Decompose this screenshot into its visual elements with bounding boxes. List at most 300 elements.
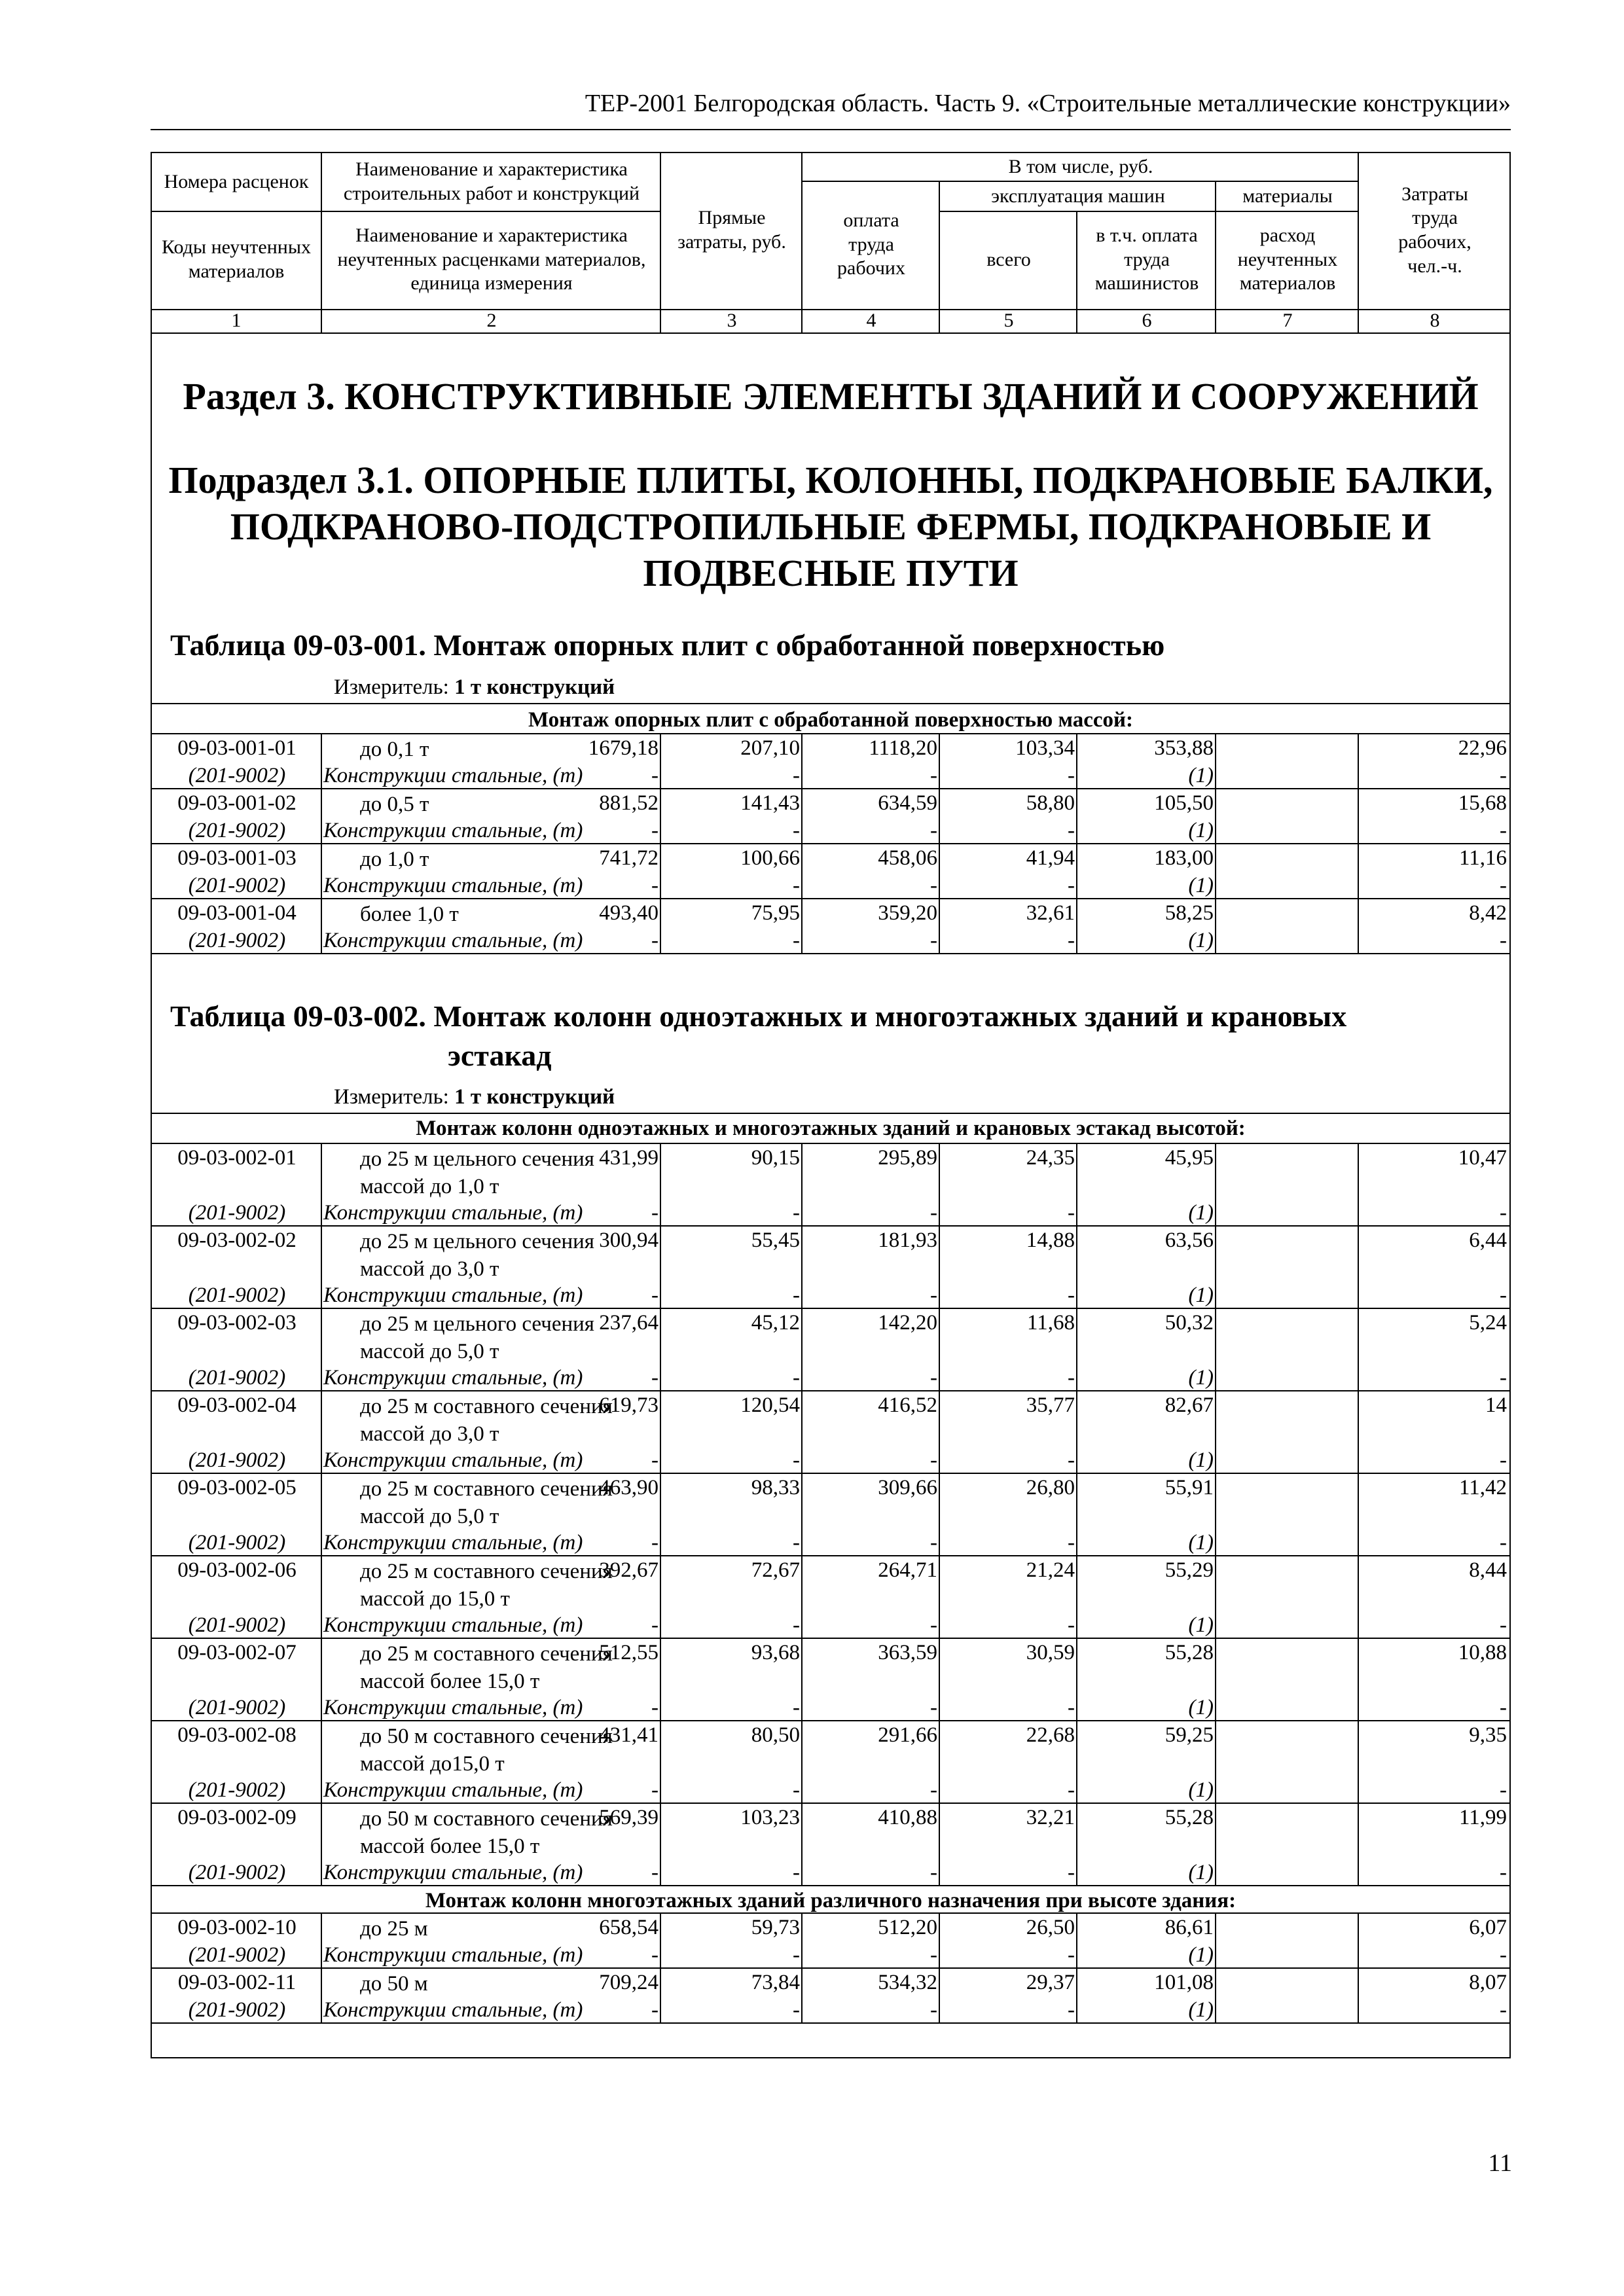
rate-description-text: до 25 м bbox=[360, 1917, 428, 1941]
empty-value-dash: - bbox=[793, 1778, 800, 1802]
rate-description-text: до 50 м составного сечения bbox=[360, 1725, 613, 1748]
header-operator-wages: в т.ч. оплата труда машинистов bbox=[1094, 224, 1199, 295]
rate-description bbox=[327, 1668, 660, 1695]
empty-value-dash: - bbox=[793, 874, 800, 897]
rates-table bbox=[151, 152, 1511, 2058]
cost-hours: 10,47 bbox=[1458, 1146, 1507, 1170]
rate-code: 09-03-002-02 bbox=[177, 1229, 297, 1252]
header-machines-total: всего bbox=[986, 248, 1031, 270]
grid-line bbox=[1215, 1803, 1216, 1885]
material-name: Конструкции стальные, (т) bbox=[323, 1366, 583, 1390]
cost-operators: 26,50 bbox=[1026, 1916, 1075, 1939]
cost-hours: 6,07 bbox=[1469, 1916, 1507, 1939]
table2-title-line-2: эстакад bbox=[448, 1039, 552, 1072]
empty-value-dash: - bbox=[1500, 1696, 1507, 1719]
empty-value-dash: - bbox=[1500, 874, 1507, 897]
cost-labor: 55,45 bbox=[751, 1229, 800, 1252]
empty-value-dash: - bbox=[1068, 1366, 1075, 1390]
grid-line bbox=[1215, 1967, 1216, 2022]
empty-value-dash: - bbox=[651, 1943, 659, 1967]
cost-operators: 32,21 bbox=[1026, 1806, 1075, 1829]
rate-description bbox=[327, 1255, 660, 1283]
cost-direct: 493,40 bbox=[599, 901, 659, 925]
grid-line bbox=[1076, 1390, 1077, 1473]
grid-line bbox=[1358, 1803, 1359, 1885]
material-code: (201-9002) bbox=[188, 1998, 286, 2022]
table2-unit: Измеритель: 1 т конструкций bbox=[334, 1085, 615, 1109]
rate-description-text: массой до 1,0 т bbox=[360, 1175, 499, 1198]
grid-line bbox=[1358, 1912, 1359, 1967]
rate-code: 09-03-002-09 bbox=[177, 1806, 297, 1829]
rate-description-text: массой более 15,0 т bbox=[360, 1670, 540, 1693]
empty-value-dash: - bbox=[930, 1998, 937, 2022]
empty-value-dash: - bbox=[930, 929, 937, 952]
grid-line bbox=[801, 181, 1358, 182]
cost-labor: 80,50 bbox=[751, 1723, 800, 1747]
grid-line bbox=[1215, 1143, 1216, 1225]
empty-value-dash: - bbox=[1500, 819, 1507, 842]
rate-description-text: до 50 м bbox=[360, 1972, 428, 1996]
cost-labor: 59,73 bbox=[751, 1916, 800, 1939]
material-code: (201-9002) bbox=[188, 1283, 286, 1307]
grid-line bbox=[152, 788, 1509, 789]
material-name: Конструкции стальные, (т) bbox=[323, 1861, 583, 1884]
material-quantity: (1) bbox=[1188, 819, 1214, 842]
grid-line bbox=[321, 843, 322, 898]
cost-machines: 534,32 bbox=[878, 1971, 937, 1994]
grid-line bbox=[939, 1143, 940, 1225]
grid-line bbox=[152, 309, 1509, 310]
empty-value-dash: - bbox=[1500, 764, 1507, 787]
rate-code: 09-03-001-04 bbox=[177, 901, 297, 925]
grid-line bbox=[801, 788, 803, 843]
grid-line bbox=[152, 1912, 1509, 1914]
material-quantity: (1) bbox=[1188, 1778, 1214, 1802]
grid-line bbox=[660, 1225, 661, 1308]
grid-line bbox=[1358, 1638, 1359, 1720]
material-quantity: (1) bbox=[1188, 1696, 1214, 1719]
grid-line bbox=[1076, 1555, 1077, 1638]
grid-line bbox=[801, 1912, 803, 1967]
empty-value-dash: - bbox=[651, 1778, 659, 1802]
material-quantity: (1) bbox=[1188, 1531, 1214, 1554]
rate-description-text: массой до 15,0 т bbox=[360, 1587, 510, 1611]
rate-code: 09-03-002-06 bbox=[177, 1558, 297, 1582]
grid-line bbox=[152, 703, 1509, 704]
grid-line bbox=[1358, 1143, 1359, 1225]
grid-line bbox=[1215, 1638, 1216, 1720]
grid-line bbox=[939, 1803, 940, 1885]
rate-description bbox=[327, 1833, 660, 1860]
grid-line bbox=[939, 1390, 940, 1473]
empty-value-dash: - bbox=[1068, 819, 1075, 842]
grid-line bbox=[152, 1885, 1509, 1886]
empty-value-dash: - bbox=[1068, 1613, 1075, 1637]
cost-operators: 21,24 bbox=[1026, 1558, 1075, 1582]
grid-line bbox=[1358, 733, 1359, 788]
rate-code: 09-03-001-01 bbox=[177, 736, 297, 760]
material-quantity: (1) bbox=[1188, 874, 1214, 897]
rate-description bbox=[327, 1585, 660, 1613]
grid-line bbox=[1076, 1638, 1077, 1720]
grid-line bbox=[660, 1912, 661, 1967]
grid-line bbox=[321, 1143, 322, 1225]
material-name: Конструкции стальные, (т) bbox=[323, 1201, 583, 1225]
grid-line bbox=[1215, 788, 1216, 843]
grid-line bbox=[152, 2022, 1509, 2024]
grid-line bbox=[321, 1390, 322, 1473]
rate-description-text: до 1,0 т bbox=[360, 848, 429, 871]
cost-machines: 359,20 bbox=[878, 901, 937, 925]
table1-group-title: Монтаж опорных плит с обработанной поверхностью массой: bbox=[528, 708, 1134, 732]
cost-operators: 22,68 bbox=[1026, 1723, 1075, 1747]
header-materials: материалы bbox=[1242, 185, 1333, 207]
empty-value-dash: - bbox=[651, 1366, 659, 1390]
cost-materials: 82,67 bbox=[1164, 1393, 1214, 1417]
cost-operators: 24,35 bbox=[1026, 1146, 1075, 1170]
empty-value-dash: - bbox=[1500, 1448, 1507, 1472]
empty-value-dash: - bbox=[651, 1448, 659, 1472]
grid-line bbox=[321, 1912, 322, 1967]
cost-materials: 58,25 bbox=[1164, 901, 1214, 925]
cost-operators: 103,34 bbox=[1015, 736, 1075, 760]
material-code: (201-9002) bbox=[188, 1448, 286, 1472]
header-material-consumption: расход неучтенных материалов bbox=[1237, 224, 1338, 295]
grid-line bbox=[152, 1638, 1509, 1639]
grid-line bbox=[939, 733, 940, 788]
grid-line bbox=[660, 153, 661, 332]
empty-value-dash: - bbox=[651, 1998, 659, 2022]
cost-machines: 1118,20 bbox=[869, 736, 937, 760]
rate-description-text: массой до 5,0 т bbox=[360, 1340, 499, 1363]
cost-machines: 142,20 bbox=[878, 1311, 937, 1335]
grid-line bbox=[1215, 1912, 1216, 1967]
rate-code: 09-03-002-11 bbox=[177, 1971, 297, 1994]
col-number-4: 4 bbox=[866, 309, 876, 331]
grid-line bbox=[1358, 898, 1359, 953]
rate-code: 09-03-001-03 bbox=[177, 846, 297, 870]
grid-line bbox=[152, 1803, 1509, 1804]
cost-machines: 458,06 bbox=[878, 846, 937, 870]
cost-direct: 619,73 bbox=[599, 1393, 659, 1417]
empty-value-dash: - bbox=[930, 1531, 937, 1554]
cost-direct: 463,90 bbox=[599, 1476, 659, 1499]
header-labor-hours: Затраты труда рабочих, чел.-ч. bbox=[1398, 183, 1471, 277]
grid-line bbox=[152, 1308, 1509, 1309]
rate-code: 09-03-001-02 bbox=[177, 791, 297, 815]
cost-materials: 55,28 bbox=[1164, 1641, 1214, 1664]
rate-description-text: до 25 м составного сечения bbox=[360, 1642, 613, 1666]
grid-line bbox=[1215, 898, 1216, 953]
rate-description-text: массой до 3,0 т bbox=[360, 1422, 499, 1446]
grid-line bbox=[939, 1308, 940, 1390]
cost-hours: 8,42 bbox=[1469, 901, 1507, 925]
cost-machines: 410,88 bbox=[878, 1806, 937, 1829]
empty-value-dash: - bbox=[1068, 1943, 1075, 1967]
empty-value-dash: - bbox=[1068, 1778, 1075, 1802]
cost-machines: 309,66 bbox=[878, 1476, 937, 1499]
grid-line bbox=[801, 1967, 803, 2022]
grid-line bbox=[939, 1638, 940, 1720]
rate-description bbox=[327, 1420, 660, 1448]
empty-value-dash: - bbox=[651, 1201, 659, 1225]
subsection-title-line-1: Подраздел 3.1. ОПОРНЫЕ ПЛИТЫ, КОЛОННЫ, ПОДКРАНОВЫЕ БАЛКИ, bbox=[168, 459, 1493, 501]
cost-hours: 11,16 bbox=[1458, 846, 1507, 870]
grid-line bbox=[1076, 1308, 1077, 1390]
grid-line bbox=[939, 1967, 940, 2022]
grid-line bbox=[152, 211, 661, 212]
empty-value-dash: - bbox=[1068, 1696, 1075, 1719]
cost-direct: 741,72 bbox=[599, 846, 659, 870]
grid-line bbox=[152, 843, 1509, 844]
cost-operators: 58,80 bbox=[1026, 791, 1075, 815]
grid-line bbox=[1215, 1555, 1216, 1638]
cost-materials: 55,29 bbox=[1164, 1558, 1214, 1582]
grid-line bbox=[321, 1803, 322, 1885]
cost-hours: 22,96 bbox=[1458, 736, 1507, 760]
grid-line bbox=[1076, 1803, 1077, 1885]
rate-description bbox=[327, 1338, 660, 1365]
empty-value-dash: - bbox=[651, 1613, 659, 1637]
material-name: Конструкции стальные, (т) bbox=[323, 929, 583, 952]
table2-group1-title: Монтаж колонн одноэтажных и многоэтажных зданий и крановых эстакад высотой: bbox=[416, 1117, 1246, 1140]
grid-line bbox=[321, 1967, 322, 2022]
empty-value-dash: - bbox=[1500, 1943, 1507, 1967]
empty-value-dash: - bbox=[1068, 1861, 1075, 1884]
material-name: Конструкции стальные, (т) bbox=[323, 1613, 583, 1637]
cost-machines: 512,20 bbox=[878, 1916, 937, 1939]
col-number-5: 5 bbox=[1003, 309, 1014, 331]
grid-line bbox=[660, 788, 661, 843]
grid-line bbox=[321, 788, 322, 843]
cost-direct: 431,99 bbox=[599, 1146, 659, 1170]
empty-value-dash: - bbox=[1500, 1861, 1507, 1884]
grid-line bbox=[801, 1803, 803, 1885]
empty-value-dash: - bbox=[930, 1696, 937, 1719]
cost-direct: 392,67 bbox=[599, 1558, 659, 1582]
material-code: (201-9002) bbox=[188, 1613, 286, 1637]
empty-value-dash: - bbox=[793, 1531, 800, 1554]
empty-value-dash: - bbox=[1500, 1778, 1507, 1802]
grid-line bbox=[801, 1225, 803, 1308]
material-code: (201-9002) bbox=[188, 1861, 286, 1884]
cost-operators: 32,61 bbox=[1026, 901, 1075, 925]
empty-value-dash: - bbox=[793, 764, 800, 787]
rate-description-text: до 25 м цельного сечения bbox=[360, 1312, 594, 1336]
grid-line bbox=[939, 1473, 940, 1555]
grid-line bbox=[660, 1390, 661, 1473]
empty-value-dash: - bbox=[930, 1366, 937, 1390]
grid-line bbox=[321, 1720, 322, 1803]
empty-value-dash: - bbox=[793, 819, 800, 842]
grid-line bbox=[321, 1638, 322, 1720]
material-name: Конструкции стальные, (т) bbox=[323, 764, 583, 787]
empty-value-dash: - bbox=[1068, 1531, 1075, 1554]
grid-line bbox=[1076, 788, 1077, 843]
rate-code: 09-03-002-04 bbox=[177, 1393, 297, 1417]
empty-value-dash: - bbox=[930, 1778, 937, 1802]
empty-value-dash: - bbox=[1500, 1283, 1507, 1307]
cost-labor: 207,10 bbox=[740, 736, 800, 760]
col-number-1: 1 bbox=[231, 309, 242, 331]
grid-line bbox=[939, 1720, 940, 1803]
material-code: (201-9002) bbox=[188, 1201, 286, 1225]
cost-direct: 1679,18 bbox=[588, 736, 659, 760]
empty-value-dash: - bbox=[793, 1943, 800, 1967]
grid-line bbox=[152, 733, 1509, 734]
grid-line bbox=[321, 898, 322, 953]
empty-value-dash: - bbox=[1500, 1531, 1507, 1554]
col-number-6: 6 bbox=[1142, 309, 1152, 331]
header-rate-numbers: Номера расценок bbox=[164, 170, 309, 192]
material-quantity: (1) bbox=[1188, 1366, 1214, 1390]
material-name: Конструкции стальные, (т) bbox=[323, 1943, 583, 1967]
grid-line bbox=[321, 733, 322, 788]
grid-line bbox=[1076, 843, 1077, 898]
cost-labor: 100,66 bbox=[740, 846, 800, 870]
table2-title-line-1: Таблица 09-03-002. Монтаж колонн одноэтажных и многоэтажных зданий и крановых bbox=[170, 999, 1347, 1033]
grid-line bbox=[1215, 733, 1216, 788]
cost-labor: 141,43 bbox=[740, 791, 800, 815]
rate-description-text: до 50 м составного сечения bbox=[360, 1807, 613, 1831]
header-direct-costs: Прямые затраты, руб. bbox=[677, 207, 786, 253]
empty-value-dash: - bbox=[793, 929, 800, 952]
cost-materials: 353,88 bbox=[1154, 736, 1214, 760]
grid-line bbox=[1076, 1967, 1077, 2022]
grid-line bbox=[660, 1803, 661, 1885]
grid-line bbox=[939, 1912, 940, 1967]
empty-value-dash: - bbox=[1068, 1201, 1075, 1225]
cost-hours: 9,35 bbox=[1469, 1723, 1507, 1747]
empty-value-dash: - bbox=[651, 929, 659, 952]
empty-value-dash: - bbox=[793, 1283, 800, 1307]
cost-direct: 431,41 bbox=[599, 1723, 659, 1747]
grid-line bbox=[660, 843, 661, 898]
cost-labor: 73,84 bbox=[751, 1971, 800, 1994]
cost-hours: 10,88 bbox=[1458, 1641, 1507, 1664]
cost-direct: 300,94 bbox=[599, 1229, 659, 1252]
cost-hours: 15,68 bbox=[1458, 791, 1507, 815]
cost-labor: 98,33 bbox=[751, 1476, 800, 1499]
grid-line bbox=[152, 953, 1509, 954]
empty-value-dash: - bbox=[651, 819, 659, 842]
material-quantity: (1) bbox=[1188, 764, 1214, 787]
grid-line bbox=[801, 1390, 803, 1473]
material-name: Конструкции стальные, (т) bbox=[323, 819, 583, 842]
material-code: (201-9002) bbox=[188, 1366, 286, 1390]
rate-code: 09-03-002-08 bbox=[177, 1723, 297, 1747]
rate-description bbox=[327, 1750, 660, 1778]
rate-description-text: массой более 15,0 т bbox=[360, 1835, 540, 1858]
grid-line bbox=[152, 1720, 1509, 1721]
empty-value-dash: - bbox=[793, 1201, 800, 1225]
grid-line bbox=[939, 1225, 940, 1308]
table2-group2-title: Монтаж колонн многоэтажных зданий различного назначения при высоте здания: bbox=[425, 1889, 1236, 1912]
material-name: Конструкции стальные, (т) bbox=[323, 1696, 583, 1719]
material-quantity: (1) bbox=[1188, 929, 1214, 952]
empty-value-dash: - bbox=[1068, 764, 1075, 787]
empty-value-dash: - bbox=[1068, 874, 1075, 897]
rate-description-text: до 25 м составного сечения bbox=[360, 1477, 613, 1501]
cost-machines: 181,93 bbox=[878, 1229, 937, 1252]
material-name: Конструкции стальные, (т) bbox=[323, 1778, 583, 1802]
cost-labor: 120,54 bbox=[740, 1393, 800, 1417]
grid-line bbox=[152, 1390, 1509, 1391]
grid-line bbox=[801, 1143, 803, 1225]
grid-line bbox=[1215, 1308, 1216, 1390]
rate-description-text: до 25 м составного сечения bbox=[360, 1395, 613, 1418]
grid-line bbox=[1215, 843, 1216, 898]
col-number-2: 2 bbox=[486, 309, 497, 331]
grid-line bbox=[152, 1555, 1509, 1556]
material-quantity: (1) bbox=[1188, 1283, 1214, 1307]
cost-materials: 50,32 bbox=[1164, 1311, 1214, 1335]
grid-line bbox=[1358, 1390, 1359, 1473]
grid-line bbox=[1358, 843, 1359, 898]
grid-line bbox=[660, 1720, 661, 1803]
grid-line bbox=[660, 1308, 661, 1390]
grid-line bbox=[1358, 1720, 1359, 1803]
cost-direct: 658,54 bbox=[599, 1916, 659, 1939]
rate-code: 09-03-002-07 bbox=[177, 1641, 297, 1664]
grid-line bbox=[152, 1967, 1509, 1969]
empty-value-dash: - bbox=[1500, 929, 1507, 952]
empty-value-dash: - bbox=[930, 1861, 937, 1884]
grid-line bbox=[801, 1473, 803, 1555]
empty-value-dash: - bbox=[1068, 1448, 1075, 1472]
grid-line bbox=[321, 1555, 322, 1638]
grid-line bbox=[1215, 1720, 1216, 1803]
cost-materials: 101,08 bbox=[1154, 1971, 1214, 1994]
material-name: Конструкции стальные, (т) bbox=[323, 1998, 583, 2022]
empty-value-dash: - bbox=[651, 1283, 659, 1307]
material-code: (201-9002) bbox=[188, 1778, 286, 1802]
material-quantity: (1) bbox=[1188, 1201, 1214, 1225]
empty-value-dash: - bbox=[930, 1613, 937, 1637]
grid-line bbox=[1076, 1225, 1077, 1308]
cost-materials: 86,61 bbox=[1164, 1916, 1214, 1939]
col-number-8: 8 bbox=[1430, 309, 1440, 331]
cost-labor: 93,68 bbox=[751, 1641, 800, 1664]
grid-line bbox=[801, 1555, 803, 1638]
rate-code: 09-03-002-05 bbox=[177, 1476, 297, 1499]
cost-labor: 90,15 bbox=[751, 1146, 800, 1170]
cost-hours: 14 bbox=[1485, 1393, 1507, 1417]
cost-hours: 5,24 bbox=[1469, 1311, 1507, 1335]
grid-line bbox=[321, 153, 322, 332]
grid-line bbox=[152, 898, 1509, 899]
grid-line bbox=[152, 1113, 1509, 1114]
page-number: 11 bbox=[1488, 2149, 1512, 2177]
empty-value-dash: - bbox=[793, 1861, 800, 1884]
grid-line bbox=[1215, 1225, 1216, 1308]
cost-machines: 634,59 bbox=[878, 791, 937, 815]
header-rule bbox=[151, 129, 1511, 130]
cost-operators: 29,37 bbox=[1026, 1971, 1075, 1994]
grid-line bbox=[660, 1473, 661, 1555]
grid-line bbox=[1215, 1473, 1216, 1555]
rate-description-text: до 0,5 т bbox=[360, 793, 429, 816]
empty-value-dash: - bbox=[1068, 1283, 1075, 1307]
grid-line bbox=[1076, 1473, 1077, 1555]
grid-line bbox=[801, 1720, 803, 1803]
cost-operators: 41,94 bbox=[1026, 846, 1075, 870]
rate-description-text: до 25 м составного сечения bbox=[360, 1560, 613, 1583]
grid-line bbox=[660, 1638, 661, 1720]
cost-direct: 709,24 bbox=[599, 1971, 659, 1994]
material-name: Конструкции стальные, (т) bbox=[323, 1531, 583, 1554]
cost-materials: 59,25 bbox=[1164, 1723, 1214, 1747]
